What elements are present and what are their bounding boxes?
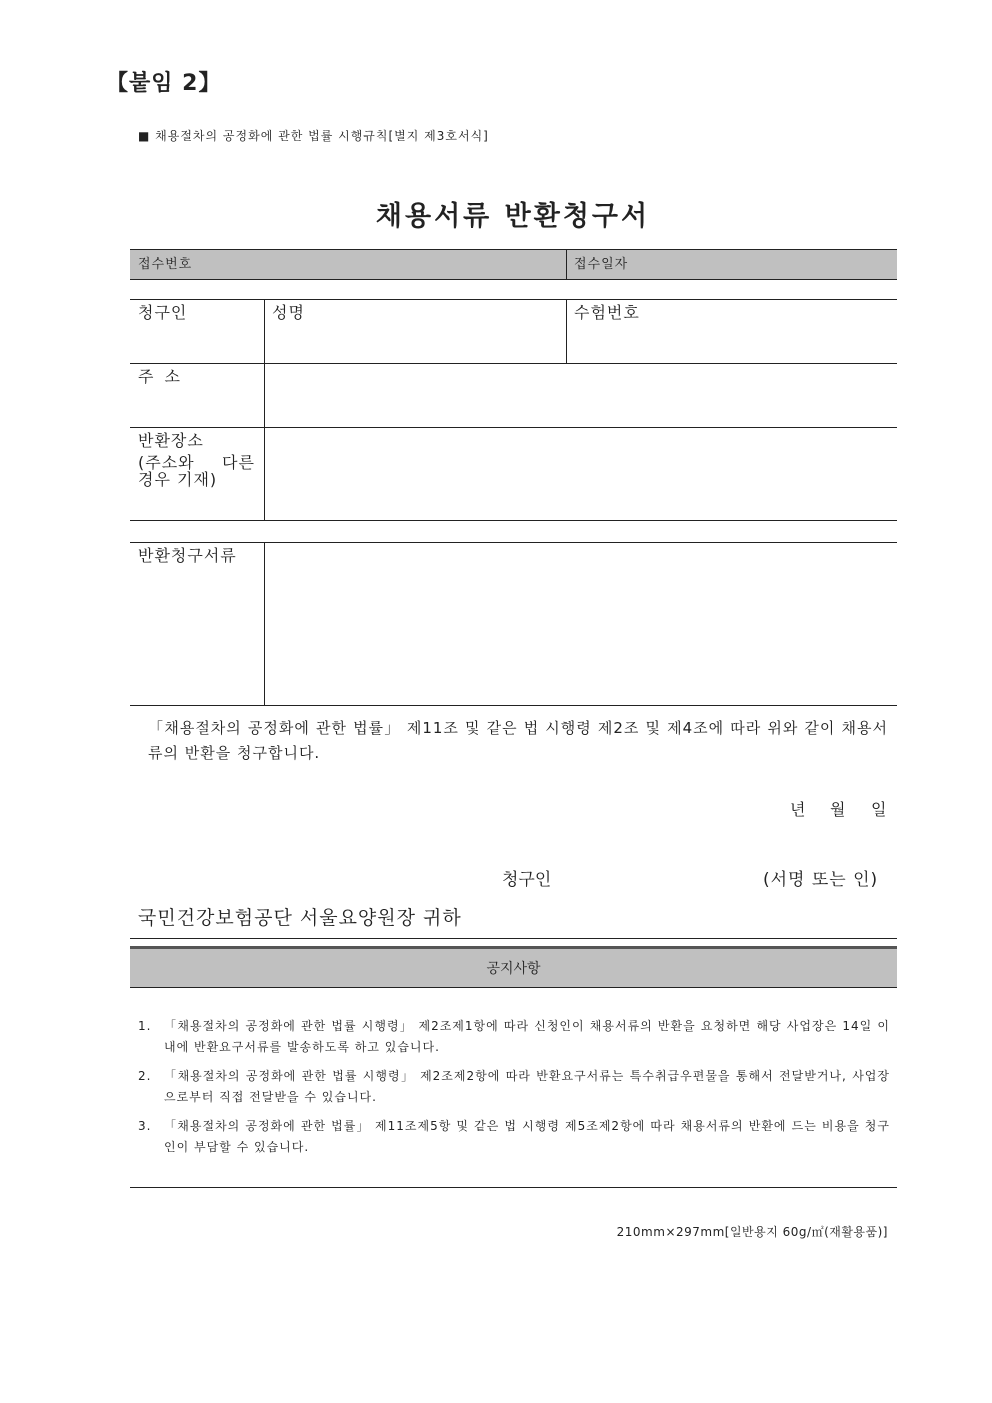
exam-number-label: 수험번호 — [574, 303, 640, 322]
form-basis: ■ 채용절차의 공정화에 관한 법률 시행규칙[별지 제3호서식] — [138, 129, 489, 143]
receipt-number-label: 접수번호 — [138, 257, 193, 272]
notice-item-text: 「채용절차의 공정화에 관한 법률 시행령」 제2조제1항에 따라 신청인이 채용서류의 반환을 요청하면 해당 사업장은 14일 이내에 반환요구서류를 발송하도록 하고 있습니다. — [164, 1019, 890, 1054]
date-month: 월 — [830, 800, 847, 819]
notice-item — [138, 1016, 890, 1058]
recipient-text: 국민건강보험공단 서울요양원장 귀하 — [138, 907, 462, 929]
return-place-label: 반환장소 — [138, 431, 204, 450]
documents-label: 반환청구서류 — [138, 546, 237, 565]
notice-item-text: 「채용절차의 공정화에 관한 법률」 제11조제5항 및 같은 법 시행령 제5조제2항에 따라 채용서류의 반환에 드는 비용을 청구인이 부담할 수 있습니다. — [164, 1119, 890, 1154]
form-title: 채용서류 반환청구서 — [375, 201, 651, 232]
claimant-signature-field[interactable] — [565, 862, 755, 888]
receipt-divider — [566, 249, 567, 280]
receipt-row — [130, 249, 897, 280]
notice-separator — [130, 938, 897, 939]
date-year: 년 — [790, 800, 807, 819]
name-field[interactable] — [265, 325, 565, 362]
receipt-date-label: 접수일자 — [574, 257, 629, 272]
date-day: 일 — [871, 800, 888, 819]
address-field[interactable] — [265, 364, 896, 426]
notice-item-number: 3. — [138, 1119, 152, 1133]
notice-item — [138, 1116, 890, 1158]
return-place-note-c: 경우 기재) — [138, 470, 218, 489]
applicant-top-border — [130, 299, 897, 300]
notice-title: 공지사항 — [486, 961, 541, 977]
notice-item — [138, 1066, 890, 1108]
return-place-field[interactable] — [265, 428, 896, 519]
attachment-label: 【붙임 2】 — [106, 71, 222, 96]
notice-bottom-border — [130, 1187, 897, 1188]
return-place-note-b: 다른 — [222, 453, 255, 472]
documents-field[interactable] — [265, 543, 896, 704]
declaration-text: 「채용절차의 공정화에 관한 법률」 제11조 및 같은 법 시행령 제2조 및 제4조에 따라 위와 같이 채용서류의 반환을 청구합니다. — [148, 719, 888, 762]
address-label: 주 소 — [138, 367, 183, 386]
exam-number-field[interactable] — [567, 325, 896, 362]
name-label: 성명 — [272, 303, 305, 322]
notice-item-number: 1. — [138, 1019, 152, 1033]
notice-item-text: 「채용절차의 공정화에 관한 법률 시행령」 제2조제2항에 따라 반환요구서류는 특수취급우편물을 통해서 전달받거나, 사업장으로부터 직접 전달받을 수 있습니다. — [164, 1069, 890, 1104]
paper-spec: 210mm×297mm[일반용지 60g/㎡(재활용품)] — [616, 1225, 888, 1239]
applicant-label: 청구인 — [138, 303, 188, 322]
applicant-bottom-border — [130, 520, 897, 521]
signature-label: (서명 또는 인) — [763, 870, 879, 890]
documents-bottom-border — [130, 705, 897, 706]
return-place-note-a: (주소와 — [138, 453, 195, 472]
notice-list — [138, 1016, 890, 1166]
claimant-label: 청구인 — [502, 870, 552, 890]
notice-item-number: 2. — [138, 1069, 152, 1083]
